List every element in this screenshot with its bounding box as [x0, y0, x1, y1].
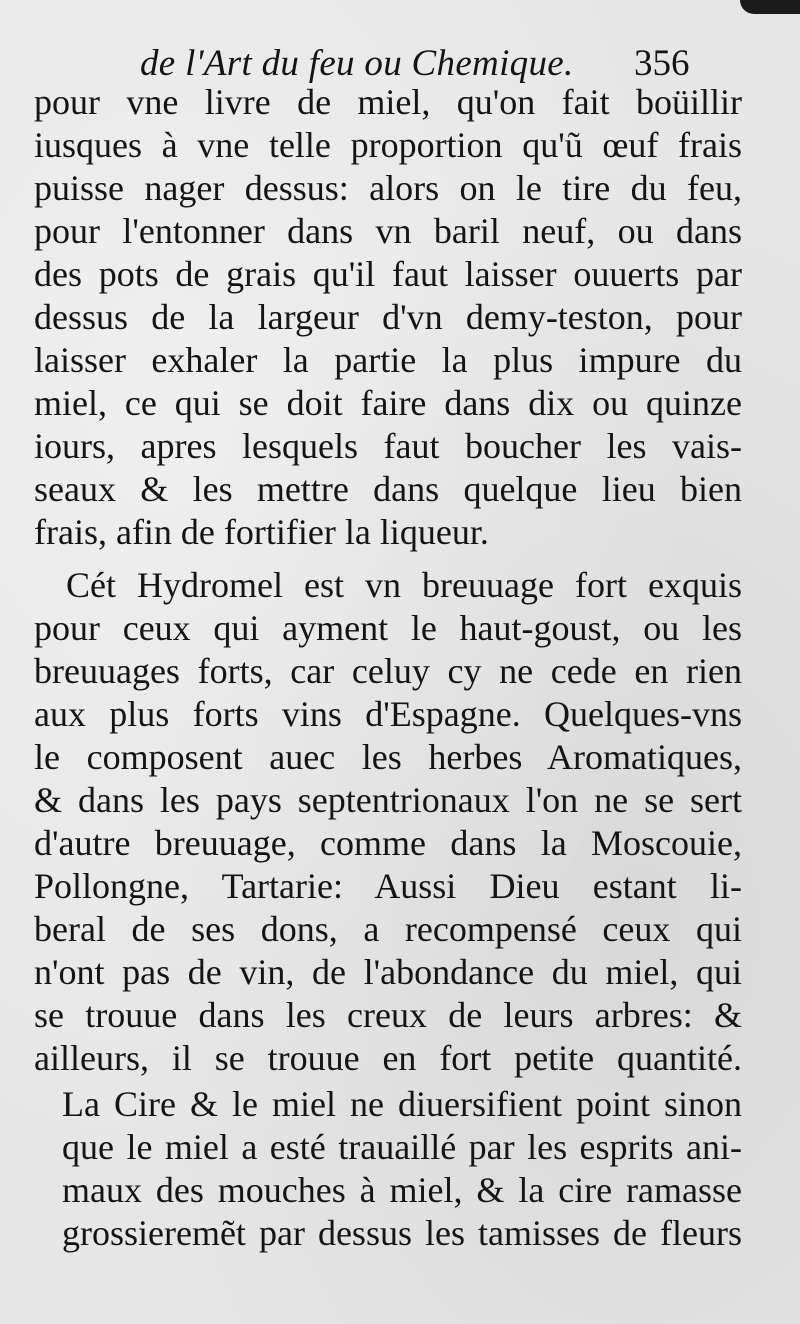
body-line: ailleurs, il se trouue en fort petite quantité. — [34, 1038, 742, 1078]
body-line: La Cire & le miel ne diuersifient point sinon — [62, 1084, 742, 1124]
body-line: aux plus forts vins d'Espagne. Quelques-vns — [34, 694, 742, 734]
body-line: & dans les pays septentrionaux l'on ne se sert — [34, 780, 742, 820]
body-line: beral de ses dons, a recompensé ceux qui — [34, 909, 742, 949]
body-line: pour ceux qui ayment le haut-goust, ou les — [34, 608, 742, 648]
body-line: pour vne livre de miel, qu'on fait boüillir — [34, 82, 742, 122]
body-line: des pots de grais qu'il faut laisser ouuerts par — [34, 254, 742, 294]
body-line: dessus de la largeur d'vn demy-teston, pour — [34, 297, 742, 337]
page-number: 356 — [634, 43, 690, 84]
body-line: iusques à vne telle proportion qu'ũ œuf frais — [34, 125, 742, 165]
body-line: iours, apres lesquels faut boucher les vais- — [34, 426, 742, 466]
body-line: frais, afin de fortifier la liqueur. — [34, 512, 489, 552]
body-line: seaux & les mettre dans quelque lieu bien — [34, 469, 742, 509]
body-line: miel, ce qui se doit faire dans dix ou quinze — [34, 383, 742, 423]
running-head: de l'Art du feu ou Chemique. — [140, 43, 574, 84]
body-line: puisse nager dessus: alors on le tire du feu, — [34, 168, 742, 208]
body-line: n'ont pas de vin, de l'abondance du miel, qui — [34, 952, 742, 992]
body-line: laisser exhaler la partie la plus impure du — [34, 340, 742, 380]
paragraph-first-line: Cét Hydromel est vn breuuage fort exquis — [66, 565, 742, 605]
body-line: maux des mouches à miel, & la cire ramasse — [62, 1170, 742, 1210]
body-line: breuuages forts, car celuy cy ne cede en rien — [34, 651, 742, 691]
body-line: grossieremẽt par dessus les tamisses de fleurs — [62, 1213, 742, 1253]
body-line: d'autre breuuage, comme dans la Moscouie, — [34, 823, 742, 863]
body-line: que le miel a esté trauaillé par les esprits ani- — [62, 1127, 742, 1167]
body-line: se trouue dans les creux de leurs arbres: & — [34, 995, 742, 1035]
body-line: pour l'entonner dans vn baril neuf, ou dans — [34, 211, 742, 251]
body-line: Pollongne, Tartarie: Aussi Dieu estant li- — [34, 866, 742, 906]
body-line: le composent auec les herbes Aromatiques, — [34, 737, 742, 777]
